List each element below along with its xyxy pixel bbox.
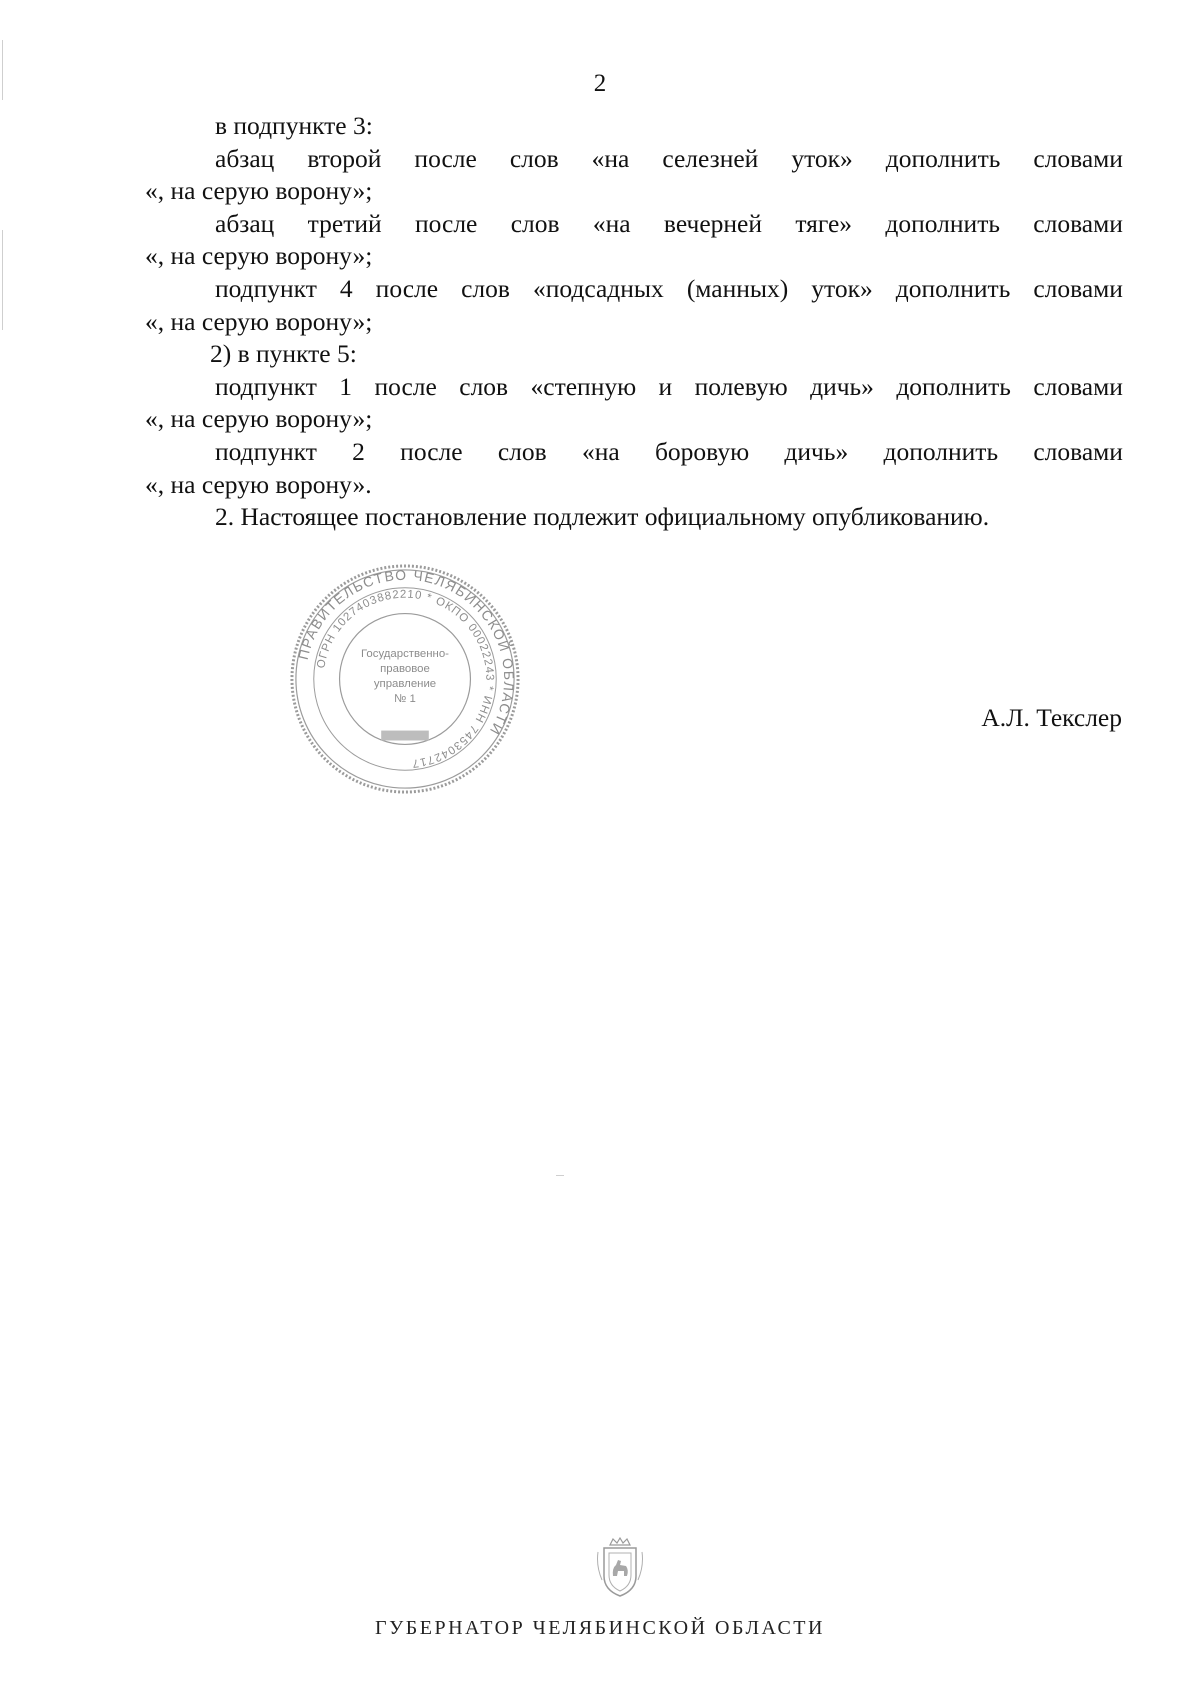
text-fragment: дополнить bbox=[885, 143, 1001, 173]
text-fragment: «, на серую ворону»; bbox=[145, 176, 373, 206]
stamp-outer-text: ПРАВИТЕЛЬСТВО ЧЕЛЯБИНСКОЙ ОБЛАСТИ bbox=[294, 566, 518, 739]
text-fragment: селезней bbox=[662, 143, 759, 173]
text-fragment: дополнить bbox=[895, 273, 1011, 303]
text-fragment: дичь» bbox=[810, 371, 874, 401]
text-fragment: абзац bbox=[215, 208, 275, 238]
text-fragment: полевую bbox=[694, 371, 788, 401]
text-line bbox=[145, 501, 1123, 534]
text-fragment: после bbox=[374, 371, 437, 401]
text-fragment: слов bbox=[459, 371, 509, 401]
text-fragment: слов bbox=[509, 143, 559, 173]
text-fragment: в подпункте 3: bbox=[215, 111, 373, 140]
text-fragment: подпункт bbox=[215, 436, 317, 466]
text-line bbox=[145, 436, 1123, 469]
text-fragment: «подсадных bbox=[532, 273, 664, 303]
text-fragment: словами bbox=[1033, 143, 1123, 173]
text-line bbox=[145, 338, 1123, 371]
text-fragment: 2) в пункте 5: bbox=[210, 339, 357, 369]
text-fragment: слов bbox=[510, 208, 560, 238]
text-fragment: третий bbox=[307, 208, 382, 238]
text-line bbox=[145, 306, 1123, 339]
stamp-middle-text: ОГРН 1027403882210 * ОКПО 00022243 * ИНН 7453042717 bbox=[315, 588, 496, 770]
text-line bbox=[145, 143, 1123, 176]
document-body bbox=[145, 110, 1123, 534]
text-fragment: «степную bbox=[530, 371, 637, 401]
text-fragment: (манных) bbox=[686, 273, 789, 303]
page-number: 2 bbox=[593, 70, 607, 97]
text-fragment: дополнить bbox=[885, 208, 1000, 238]
footer-title: ГУБЕРНАТОР ЧЕЛЯБИНСКОЙ ОБЛАСТИ bbox=[375, 1617, 825, 1639]
text-fragment: подпункт bbox=[215, 371, 317, 401]
stamp-center-line: правовое bbox=[380, 663, 430, 676]
text-fragment: после bbox=[400, 436, 463, 466]
text-line bbox=[145, 110, 1123, 143]
text-fragment: словами bbox=[1033, 208, 1123, 238]
text-fragment: 4 bbox=[339, 273, 353, 303]
text-fragment: и bbox=[658, 371, 673, 401]
text-fragment: вечерней bbox=[663, 208, 762, 238]
text-fragment: после bbox=[414, 143, 477, 173]
text-fragment: словами bbox=[1033, 273, 1123, 303]
text-fragment: боровую bbox=[654, 436, 750, 466]
text-line bbox=[145, 208, 1123, 241]
text-line bbox=[145, 240, 1123, 273]
text-fragment: дичь» bbox=[784, 436, 849, 466]
text-fragment: слов bbox=[497, 436, 547, 466]
text-line bbox=[145, 469, 1123, 502]
text-fragment: словами bbox=[1033, 371, 1123, 401]
text-line bbox=[145, 175, 1123, 208]
text-fragment: словами bbox=[1033, 436, 1123, 466]
text-fragment: уток» bbox=[791, 143, 853, 173]
text-fragment: уток» bbox=[811, 273, 873, 303]
text-fragment: «, на серую ворону»; bbox=[145, 306, 373, 336]
stamp-center-text bbox=[361, 648, 449, 705]
text-fragment: «на bbox=[591, 143, 630, 173]
text-fragment: тяге» bbox=[795, 208, 853, 238]
text-fragment: после bbox=[414, 208, 478, 238]
text-line bbox=[145, 273, 1123, 306]
text-fragment: «, на серую ворону». bbox=[145, 469, 372, 499]
stamp-center-line: управление bbox=[373, 677, 437, 690]
text-fragment: 2. Настоящее постановление подлежит официальному опубликованию. bbox=[215, 502, 990, 532]
text-fragment: второй bbox=[307, 143, 382, 173]
text-fragment: абзац bbox=[215, 143, 275, 173]
text-fragment: «, на серую ворону»; bbox=[145, 241, 373, 271]
text-fragment: 2 bbox=[352, 436, 365, 466]
text-fragment: «на bbox=[581, 436, 620, 466]
chelyabinsk-coat-of-arms-icon bbox=[594, 1536, 646, 1600]
text-fragment: слов bbox=[461, 273, 510, 303]
text-fragment: «, на серую ворону»; bbox=[145, 404, 373, 434]
text-fragment: подпункт bbox=[215, 273, 317, 303]
text-fragment: «на bbox=[592, 208, 631, 238]
official-seal-icon bbox=[286, 560, 524, 798]
stamp-center-line: Государственно- bbox=[361, 648, 449, 661]
text-fragment: после bbox=[375, 273, 439, 303]
text-fragment: дополнить bbox=[896, 371, 1011, 401]
text-fragment: 1 bbox=[339, 371, 353, 401]
text-line bbox=[145, 371, 1123, 404]
text-fragment: дополнить bbox=[883, 436, 999, 466]
stamp-center-line: № 1 bbox=[394, 692, 416, 705]
text-line bbox=[145, 403, 1123, 436]
signatory-name: А.Л. Текслер bbox=[981, 703, 1122, 732]
